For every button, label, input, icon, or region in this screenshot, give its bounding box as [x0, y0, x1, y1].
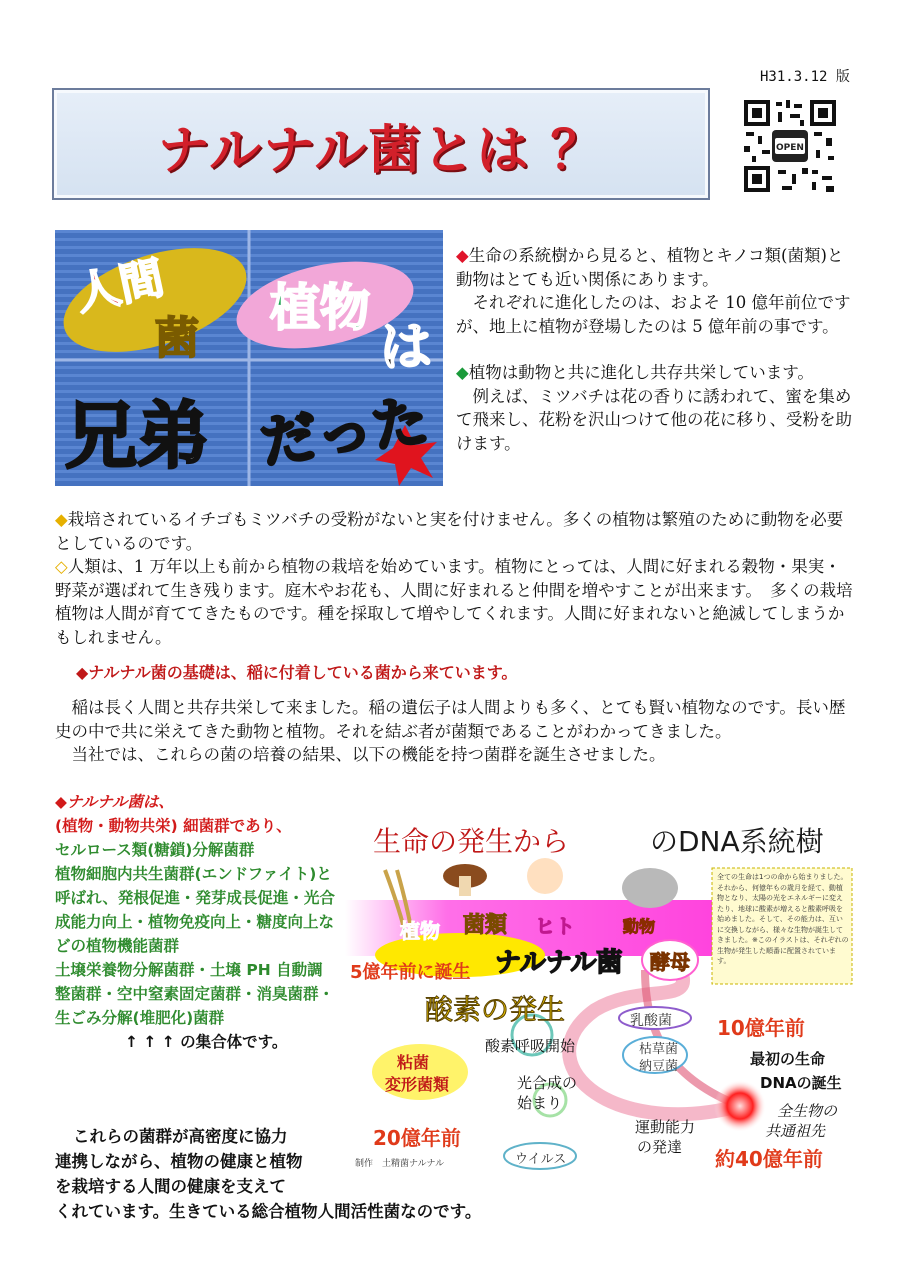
label-myxo: 変形菌類: [385, 1075, 450, 1094]
feature-summary: ↑ ↑ ↑ の集合体です。: [125, 1033, 288, 1051]
qr-open-label: OPEN: [776, 143, 804, 153]
feature-1: (植物・動物共栄) 細菌群であり、: [55, 817, 292, 835]
label-maker: 制作 土精菌ナルナル: [355, 1159, 445, 1169]
closing-2: 連携しながら、植物の健康と植物: [55, 1152, 303, 1171]
features-heading: ◆ナルナル菌は、: [55, 793, 174, 811]
label-dna-birth: DNAの誕生: [760, 1074, 842, 1092]
label-human: ヒト: [535, 914, 575, 938]
label-40-billion: 約40億年前: [715, 1147, 823, 1171]
banner-datta: だった: [256, 388, 433, 477]
body-text-2: [55, 696, 855, 767]
label-common-2: 共通祖先: [765, 1122, 826, 1140]
intro-p4: 例えば、ミツバチは花の香りに誘われて、蜜を集めて飛来し、花粉を沢山つけて他の花に移り、受粉を助けます。: [456, 386, 852, 453]
body-c2: 当社では、これらの菌の培養の結果、以下の機能を持つ菌群を誕生させました。: [71, 745, 666, 764]
label-respiration: 酸素呼吸開始: [485, 1037, 576, 1055]
label-fungi: 菌類: [463, 913, 508, 938]
title-box: [52, 88, 710, 200]
banner-plants: 植物: [270, 279, 370, 337]
label-hay: 枯草菌: [639, 1042, 679, 1057]
label-20-billion: 20億年前: [373, 1126, 461, 1150]
banner-human: 人間: [71, 252, 169, 321]
closing-1: これらの菌群が高密度に協力: [73, 1127, 288, 1146]
label-photo-1: 光合成の: [517, 1074, 578, 1092]
label-slime: 粘菌: [397, 1053, 430, 1072]
label-natto: 納豆菌: [639, 1059, 679, 1074]
intro-p3: 植物は動物と共に進化し共存共栄しています。: [468, 363, 814, 382]
banner-fungi: 菌: [155, 313, 199, 364]
label-first-life: 最初の生命: [750, 1050, 826, 1068]
label-narunaru: ナルナル菌: [495, 948, 623, 978]
body-b1: 栽培されているイチゴもミツバチの受粉がないと実を付けません。多くの植物は繁殖のために動物を必要としているのです。: [55, 510, 844, 553]
dna-tree-diagram: [345, 810, 855, 1170]
label-motion-2: の発達: [637, 1138, 683, 1156]
body-c1: 稲は長く人間と共存共栄して来ました。稲の遺伝子は人間よりも多く、とても賢い植物なのです。長い歴史の中で共に栄えてきた動物と植物。それを結ぶ者が菌類であることがわかってきました。: [55, 698, 846, 741]
intro-p1: 生命の系統樹から見ると、植物とキノコ類(菌類)と動物はとても近い関係にあります。: [456, 246, 844, 289]
version-date: H31.3.12 版: [760, 69, 850, 85]
banner-image: [55, 230, 443, 486]
label-lactic: 乳酸菌: [630, 1013, 672, 1029]
label-yeast: 酵母: [650, 950, 690, 974]
body-text: [55, 508, 855, 649]
banner-siblings: 兄弟: [65, 394, 210, 478]
label-5-billion: 5億年前に誕生: [350, 962, 471, 983]
label-oxygen: 酸素の発生: [425, 993, 566, 1026]
diagram-title-left: 生命の発生から: [373, 825, 570, 858]
green-diamond-icon: ◆: [456, 363, 469, 382]
label-virus: ウイルス: [515, 1152, 567, 1167]
label-common-1: 全生物の: [777, 1102, 838, 1120]
red-diamond-icon: ◆: [456, 246, 469, 265]
label-animal: 動物: [623, 917, 656, 936]
feature-2: セルロース類(糖鎖)分解菌群: [55, 841, 255, 859]
label-plants: 植物: [400, 919, 440, 943]
feature-4: 土壌栄養物分解菌群・土壌 PH 自動調整菌群・空中窒素固定菌群・消臭菌群・生ごみ分解(堆肥化)菌群: [55, 961, 335, 1027]
diagram-title-right: のDNA系統樹: [650, 825, 824, 858]
banner-wa: は: [380, 318, 433, 378]
closing-3: を栽培する人間の健康を支えて: [55, 1177, 286, 1196]
page-title: ナルナル菌とは ？: [157, 121, 605, 181]
closing-4: くれています。生きている総合植物人間活性菌なのです。: [55, 1202, 482, 1221]
intro-p2: それぞれに進化したのは、およそ 10 億年前位ですが、地上に植物が登場したのは 5 億年前の事です。: [456, 293, 851, 336]
diagram-note: 全ての生命は1つの命から始まりました。それから、何億年もの歳月を経て、動植物となり、太陽の光をエネルギーに変えたり、地球に酸素が増えると酸素呼吸を始めました。そして、その能力は、互いに交換しながら、様々な生物が誕生してきました。※このイラストは、それぞれの生物が発生した順番に配置されています。: [717, 873, 849, 965]
label-photo-2: 始まり: [517, 1094, 563, 1112]
feature-3: 植物細胞内共生菌群(エンドファイト)と呼ばれ、発根促進・発芽成長促進・光合成能力向上・植物免疫向上・糖度向上などの植物機能菌群: [55, 865, 335, 955]
body-b2: 人類は、1 万年以上も前から植物の栽培を始めています。植物にとっては、人間に好まれる穀物・果実・野菜が選ばれて生き残ります。庭木やお花も、人間に好まれると仲間を増やすことが出来ます。 多くの栽培植物は人間が育ててきたものです。種を採取して増やしてくれます。人間に好まれないと絶滅してしまうかもしれません。: [55, 557, 853, 647]
highlight-statement: ◆ナルナル菌の基礎は、稲に付着している菌から来ています。: [76, 663, 518, 682]
yellow-diamond-icon: ◆: [55, 510, 68, 529]
intro-text: [456, 244, 856, 455]
qr-code[interactable]: [742, 98, 838, 194]
hollow-diamond-icon: ◇: [55, 557, 68, 576]
narunaru-features: [55, 790, 335, 1054]
label-motion-1: 運動能力: [635, 1118, 696, 1136]
label-10-billion: 10億年前: [717, 1016, 805, 1040]
